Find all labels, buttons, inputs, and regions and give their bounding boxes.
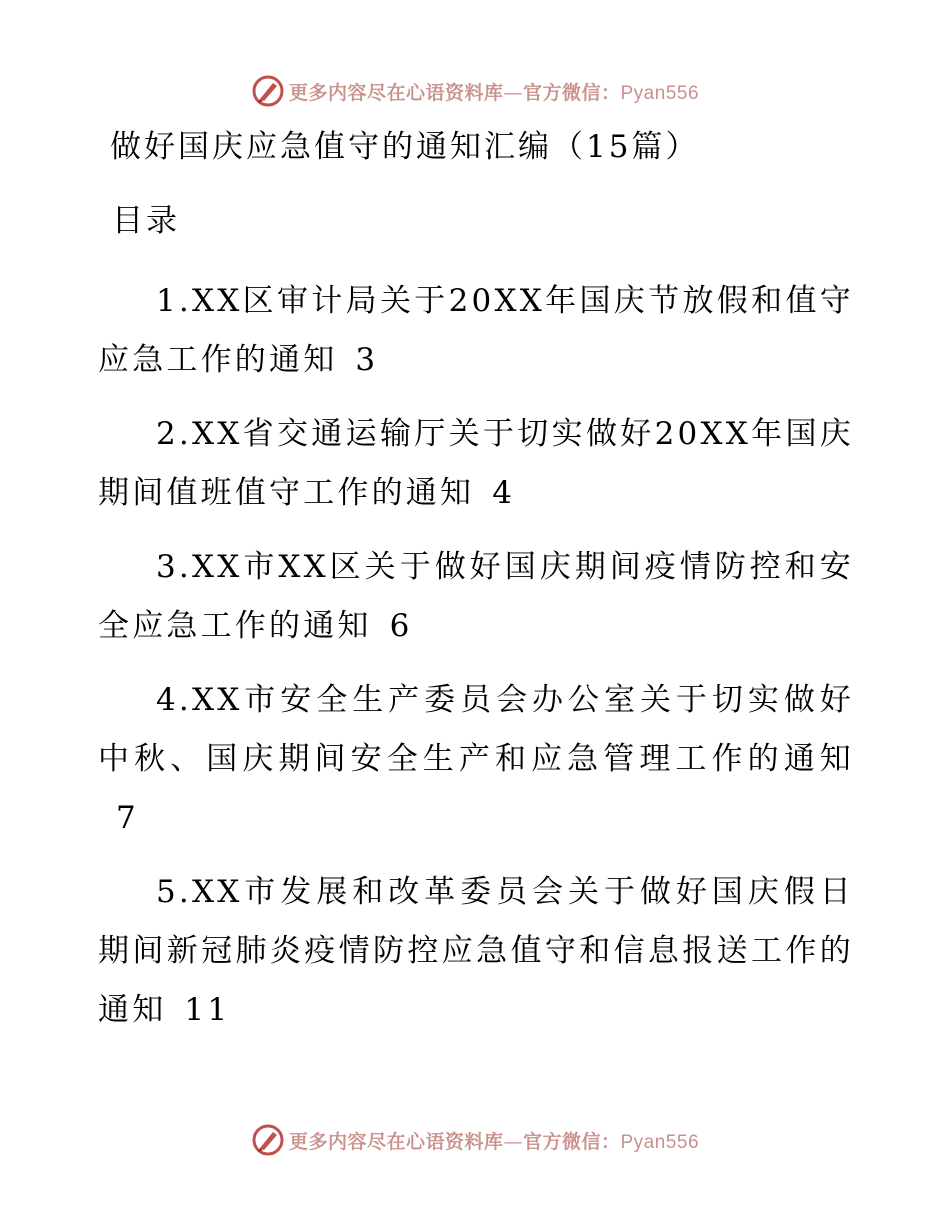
watermark-main: 更多内容尽在心语资料库 bbox=[288, 81, 504, 104]
footer-watermark bbox=[0, 1120, 950, 1160]
watermark-suffix: 官方微信： bbox=[522, 81, 621, 104]
toc-entry-page: 6 bbox=[389, 608, 413, 644]
table-of-contents bbox=[98, 272, 854, 1055]
watermark-main: 更多内容尽在心语资料库 bbox=[288, 1130, 504, 1153]
pen-logo-icon bbox=[251, 74, 285, 108]
toc-entry-text: 5.XX市发展和改革委员会关于做好国庆假日期间新冠肺炎疫情防控应急值守和信息报送工作的通知 bbox=[98, 874, 854, 1028]
toc-entry[interactable] bbox=[98, 671, 854, 848]
toc-entry-text: 3.XX市XX区关于做好国庆期间疫情防控和安全应急工作的通知 bbox=[98, 549, 854, 644]
toc-entry-text: 4.XX市安全生产委员会办公室关于切实做好中秋、国庆期间安全生产和应急管理工作的通知 bbox=[98, 682, 854, 777]
toc-entry[interactable] bbox=[98, 405, 854, 523]
toc-entry-page: 4 bbox=[492, 475, 516, 511]
toc-entry[interactable] bbox=[98, 272, 854, 390]
toc-heading: 目录 bbox=[112, 203, 180, 239]
watermark-separator: — bbox=[503, 1130, 523, 1153]
watermark-suffix: 官方微信： bbox=[522, 1130, 621, 1153]
document-title: 做好国庆应急值守的通知汇编（15篇） bbox=[110, 129, 700, 165]
pen-logo-icon bbox=[251, 1123, 285, 1157]
toc-entry-page: 11 bbox=[184, 992, 231, 1028]
watermark-text bbox=[289, 78, 699, 105]
watermark-account: Pyan556 bbox=[620, 82, 700, 104]
watermark-separator: — bbox=[503, 81, 523, 104]
header-watermark bbox=[0, 71, 950, 111]
toc-entry-page: 7 bbox=[116, 800, 139, 836]
toc-entry-text: 2.XX省交通运输厅关于切实做好20XX年国庆期间值班值守工作的通知 bbox=[98, 416, 854, 511]
watermark-account: Pyan556 bbox=[620, 1131, 700, 1153]
toc-entry-text: 1.XX区审计局关于20XX年国庆节放假和值守应急工作的通知 bbox=[98, 283, 854, 378]
toc-entry-page: 3 bbox=[355, 342, 379, 378]
watermark-text bbox=[289, 1127, 699, 1154]
toc-entry[interactable] bbox=[98, 863, 854, 1040]
toc-entry[interactable] bbox=[98, 538, 854, 656]
